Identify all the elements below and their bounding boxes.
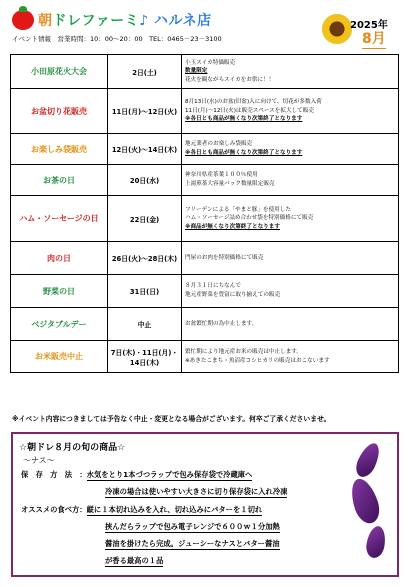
event-row xyxy=(11,308,399,341)
disclaimer-note: ※イベント内容につきましては予告なく中止・変更となる場合がございます。何卒ご了承くださいませ。 xyxy=(12,415,331,423)
event-row xyxy=(11,55,399,89)
event-date: 22日(金) xyxy=(108,196,182,242)
event-row xyxy=(11,196,399,242)
event-description-line: 神奈川県産茶葉１００％使用 xyxy=(185,172,258,179)
eggplant-icon xyxy=(364,525,387,560)
produce-box xyxy=(11,432,399,577)
event-description-line: 8月13日(水)のお盆(旧盆)入に向けて、切花が多数入荷 xyxy=(185,99,322,106)
recipe-line-2: 挟んだらラップで包み電子レンジで６００ｗ１分加熱 xyxy=(105,522,280,531)
produce-title: ☆朝ドレ８月の旬の商品☆ xyxy=(19,443,126,453)
event-description-line: ※各日とも商品が無くなり次第終了となります xyxy=(185,116,303,123)
tomato-logo-icon xyxy=(12,10,34,30)
event-description-line: ８月３１日にちなんで xyxy=(185,283,241,290)
event-name: お盆切り花販売 xyxy=(11,89,108,134)
event-date: 11日(月)～12日(火) xyxy=(108,89,182,134)
event-row xyxy=(11,275,399,308)
event-name: お茶の日 xyxy=(11,165,108,196)
event-name: お楽しみ袋販売 xyxy=(11,134,108,165)
recipe-row xyxy=(21,505,262,516)
event-description xyxy=(182,242,399,275)
event-date: 7日(木)・11日(月)・14日(木) xyxy=(108,341,182,373)
eggplant-icon xyxy=(346,475,383,526)
event-description-line: 数量限定 xyxy=(185,68,208,75)
produce-subtitle: ～ナス～ xyxy=(23,456,55,465)
eggplant-icon xyxy=(352,440,384,480)
storage-row xyxy=(21,470,252,481)
event-name: ハム・ソーセージの日 xyxy=(11,196,108,242)
event-date: 2日(土) xyxy=(108,55,182,89)
event-description-line: 繁忙期により地元産お米の販売は中止します。 xyxy=(185,348,303,355)
event-description xyxy=(182,196,399,242)
shop-info: イベント情報 営業時間：10：00～20：00 TEL：0465－23－3100 xyxy=(12,35,222,43)
event-description-line: ※各日とも商品が無くなり次第終了となります xyxy=(185,150,303,156)
event-name: 肉の日 xyxy=(11,242,108,275)
event-description-line: 花火を観ながらスイカをお供に！！ xyxy=(185,76,275,83)
event-description-line: 上湯煎茶大容量パック数量限定販売 xyxy=(185,181,275,187)
event-date: 31日(日) xyxy=(108,275,182,308)
recipe-line-1: 縦に１本切れ込みを入れ、切れ込みにバターを１切れ xyxy=(86,505,263,514)
event-row xyxy=(11,341,399,373)
event-row xyxy=(11,89,399,134)
year-label: 2025年 xyxy=(350,20,388,31)
event-name: ベジタブルデー xyxy=(11,308,108,341)
event-description xyxy=(182,89,399,134)
recipe-line-3: 醤油を掛けたら完成。ジューシーなナスとバター醤油 xyxy=(105,539,280,548)
event-description-line: 門屋のお肉を特別価格にて販売 xyxy=(185,254,264,261)
page-header xyxy=(0,0,412,50)
storage-row-2 xyxy=(105,487,287,498)
shop-name-suffix: ♪ ハルネ店 xyxy=(139,13,212,29)
sunflower-icon xyxy=(322,14,352,44)
event-description xyxy=(182,165,399,196)
event-description-line: 11日(月)～12日(火)は販売スペースを拡大して販売 xyxy=(185,107,314,114)
shop-name-prefix: 朝 xyxy=(38,13,53,29)
event-date: 12日(火)～14日(木) xyxy=(108,134,182,165)
month-label: 8月 xyxy=(362,28,386,49)
event-description xyxy=(182,55,399,89)
recipe-row-2 xyxy=(105,522,280,533)
event-description xyxy=(182,275,399,308)
shop-name xyxy=(38,10,212,30)
event-description-line: ハム・ソーセージ詰め合わせ袋を特別価格にて販売 xyxy=(185,215,314,222)
event-description-line: ※商品が無くなり次第終了となります xyxy=(185,223,280,230)
event-date: 20日(水) xyxy=(108,165,182,196)
event-description xyxy=(182,308,399,341)
event-row xyxy=(11,242,399,275)
event-name: 小田原花火大会 xyxy=(11,55,108,89)
event-row xyxy=(11,134,399,165)
event-name: お米販売中止 xyxy=(11,341,108,373)
event-date: 26日(火)～28日(木) xyxy=(108,242,182,275)
event-description-line: 地元業者のお楽しみ袋販売 xyxy=(185,141,253,148)
event-description-line: 小玉スイカ特価販売 xyxy=(185,59,236,66)
event-description xyxy=(182,134,399,165)
shop-name-mid: ドレファーミ xyxy=(52,13,140,29)
recipe-line-4: が香る最高の１品 xyxy=(105,556,164,565)
event-description-line: フリーデンによる「やまと豚」を使用した xyxy=(185,206,291,213)
storage-line-1: 水気をとり1本づつラップで包み保存袋で冷蔵庫へ xyxy=(86,470,253,479)
event-description-line: ※あきたこまち・魚沼産コシヒカリの販売はおこないます xyxy=(185,357,330,364)
event-description xyxy=(182,341,399,373)
event-description-line: お盆繁忙期の為中止します。 xyxy=(185,320,258,327)
event-description-line: 地元産野菜を豊富に取り揃えての販売 xyxy=(185,292,281,298)
events-table xyxy=(10,54,399,373)
recipe-label: オススメの食べ方： xyxy=(21,505,87,514)
recipe-row-3 xyxy=(105,539,280,550)
storage-label: 保 存 方 法 ： xyxy=(21,470,87,479)
recipe-row-4 xyxy=(105,556,163,567)
event-date: 中止 xyxy=(108,308,182,341)
event-name: 野菜の日 xyxy=(11,275,108,308)
storage-line-2: 冷凍の場合は使いやすい大きさに切り保存袋に入れ冷凍 xyxy=(105,487,288,496)
event-row xyxy=(11,165,399,196)
